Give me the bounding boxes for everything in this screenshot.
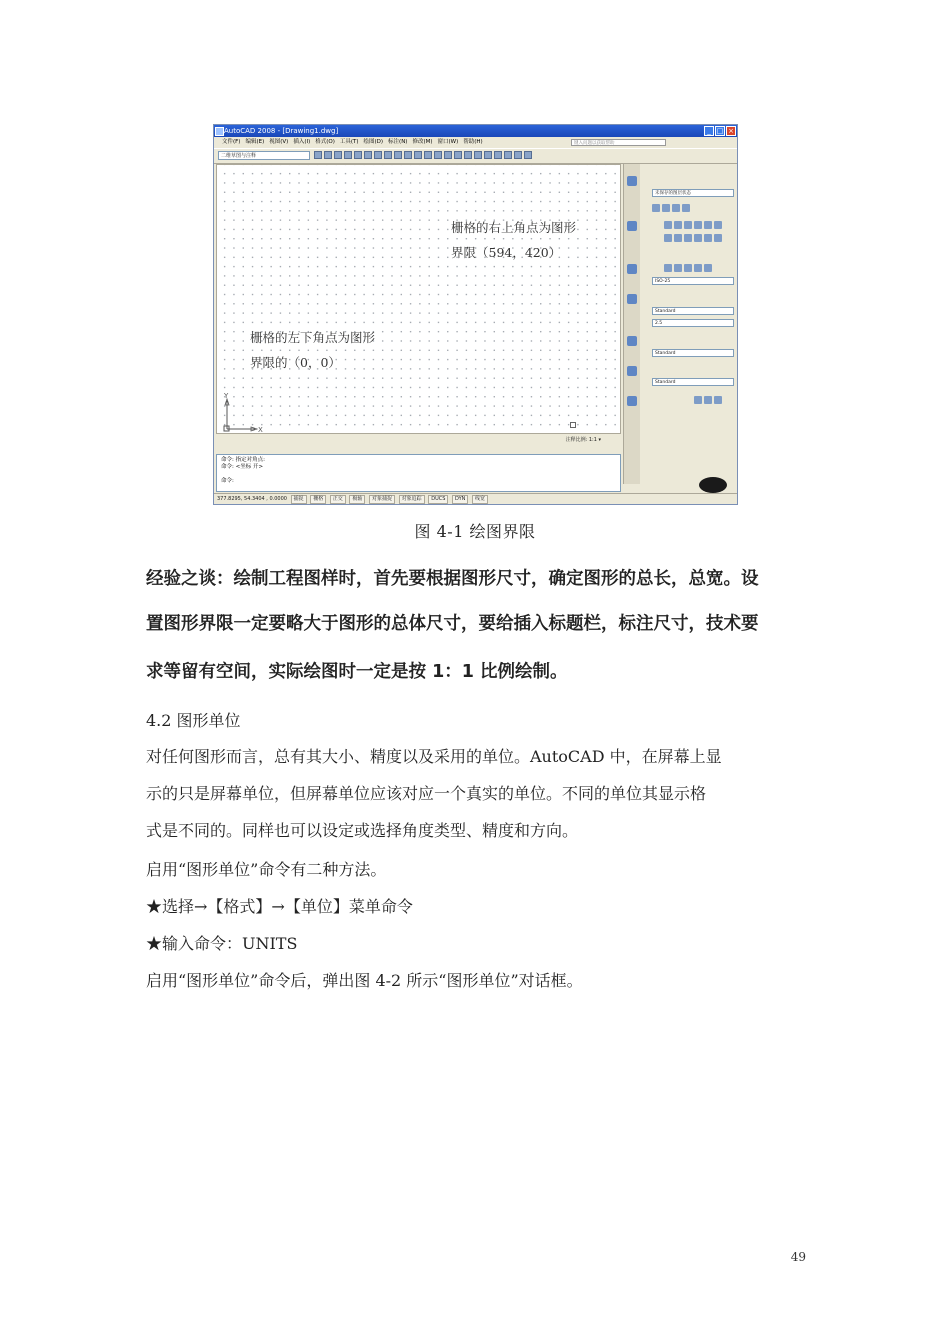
paste-icon[interactable] [394,151,402,159]
mirror-icon[interactable] [684,234,692,242]
quickcalc-icon[interactable] [524,151,532,159]
tool-palette-icon[interactable] [494,151,502,159]
otrack-button[interactable]: 对象追踪 [399,495,425,504]
menu-dimension[interactable]: 标注(N) [388,139,408,145]
line-icon[interactable] [664,221,672,229]
dashboard-palette [623,164,738,484]
drawing-area[interactable] [216,164,621,434]
minimize-icon[interactable]: _ [704,126,714,136]
body-line: ★选择→【格式】→【单位】菜单命令 [146,897,413,916]
command-prompt[interactable]: 命令: [221,478,234,484]
menu-bar [214,137,737,148]
annotation-line: 栅格的左下角点为图形 [250,330,376,345]
zoom-nav-icon[interactable] [704,396,712,404]
ducs-button[interactable]: DUCS [428,495,448,504]
markup-icon[interactable] [514,151,522,159]
dimension-tools [664,264,712,272]
menu-help[interactable]: 帮助(H) [463,139,483,145]
lower-left-annotation [250,325,375,375]
zoom-previous-icon[interactable] [464,151,472,159]
color-icon[interactable] [682,204,690,212]
pan-icon[interactable] [434,151,442,159]
tip-line: 置图形界限一定要略大于图形的总体尺寸，要给插入标题栏，标注尺寸，技术要 [146,614,759,634]
coordinate-readout: 377.8295, 54.3404 , 0.0000 [217,496,287,502]
zoom-icon[interactable] [444,151,452,159]
polar-button[interactable]: 极轴 [349,495,365,504]
circle-icon[interactable] [694,221,702,229]
workspace-select[interactable]: 二维草图与注释 [218,151,310,160]
ucs-y-label: Y [224,393,229,400]
page-number: 49 [790,1250,806,1264]
hatch-icon[interactable] [714,221,722,229]
layer-state-combo[interactable]: 未保存的图层状态 [652,189,734,197]
draw-tools [664,221,722,229]
sun-icon[interactable] [662,204,670,212]
body-line: 启用“图形单位”命令后，弹出图 4-2 所示“图形单位”对话框。 [146,971,583,990]
sheet-set-icon[interactable] [504,151,512,159]
help-search-input[interactable]: 键入问题以获取帮助 [571,139,666,146]
modify-tools [664,234,722,242]
text-panel-icon[interactable] [627,294,637,304]
command-window[interactable] [216,454,621,492]
ucs-x-label: X [258,426,263,433]
tip-line: 求等留有空间，实际绘图时一定是按 1：1 比例绘制。 [146,662,568,682]
status-bar [214,493,737,504]
arc-icon[interactable] [684,221,692,229]
publish-icon[interactable] [364,151,372,159]
autocad-screenshot [213,124,738,505]
maximize-icon[interactable]: □ [716,127,724,135]
lineweight-button[interactable]: 线宽 [472,495,488,504]
dyn-button[interactable]: DYN [452,495,468,504]
pan-nav-icon[interactable] [694,396,702,404]
polyline-icon[interactable] [674,221,682,229]
erase-icon[interactable] [664,234,672,242]
mleader-style-combo[interactable]: Standard [652,349,734,357]
menu-insert[interactable]: 插入(I) [293,139,311,145]
body-line: ★输入命令：UNITS [146,934,298,953]
menu-modify[interactable]: 修改(M) [412,139,433,145]
command-line: 命令: 指定对角点: [221,457,265,463]
match-icon[interactable] [404,151,412,159]
aligned-dim-icon[interactable] [674,264,682,272]
lock-icon[interactable] [672,204,680,212]
ucs-icon [223,393,263,433]
text-height-combo[interactable]: 2.5 [652,319,734,327]
properties-icon[interactable] [474,151,482,159]
menu-view[interactable]: 视图(V) [269,139,289,145]
osnap-button[interactable]: 对象捕捉 [369,495,395,504]
body-line: 对任何图形而言，总有其大小、精度以及采用的单位。AutoCAD 中，在屏幕上显 [146,747,722,766]
save-icon[interactable] [334,151,342,159]
window-title: AutoCAD 2008 - [Drawing1.dwg] [224,127,339,135]
menu-edit[interactable]: 编辑(E) [245,139,265,145]
open-icon[interactable] [324,151,332,159]
table-style-combo[interactable]: Standard [652,378,734,386]
figure-caption: 图 4-1 绘图界限 [414,522,536,541]
watermark-logo [699,477,727,493]
ortho-button[interactable]: 正交 [330,495,346,504]
new-icon[interactable] [314,151,322,159]
linear-dim-icon[interactable] [664,264,672,272]
menu-format[interactable]: 格式(O) [315,139,335,145]
body-line: 启用“图形单位”命令有二种方法。 [146,860,387,879]
cut-icon[interactable] [374,151,382,159]
body-line: 式是不同的。同样也可以设定或选择角度类型、精度和方向。 [146,821,579,840]
nav-tools [694,396,722,404]
annotation-scale-bar[interactable]: 注释比例: 1:1 ▾ [216,435,621,446]
move-icon[interactable] [714,234,722,242]
dimension-panel-icon[interactable] [627,264,637,274]
grid-button[interactable]: 栅格 [310,495,326,504]
dim-style-combo[interactable]: ISO-25 [652,277,734,285]
annotation-line: 栅格的右上角点为图形 [451,220,577,235]
preview-icon[interactable] [354,151,362,159]
radius-dim-icon[interactable] [684,264,692,272]
copy-obj-icon[interactable] [674,234,682,242]
section-title: 4.2 图形单位 [146,711,241,730]
zoom-window-icon[interactable] [454,151,462,159]
toolbar [214,148,737,164]
offset-icon[interactable] [694,234,702,242]
array-icon[interactable] [704,234,712,242]
annotation-line: 界限的（0，0） [250,355,341,370]
zoom-extents-icon[interactable] [714,396,722,404]
snap-button[interactable]: 捕捉 [291,495,307,504]
angular-dim-icon[interactable] [694,264,702,272]
multileader-panel-icon[interactable] [627,336,637,346]
leader-icon[interactable] [704,264,712,272]
navigation-panel-icon[interactable] [627,396,637,406]
body-line: 示的只是屏幕单位，但屏幕单位应该对应一个真实的单位。不同的单位其显示格 [146,784,707,803]
tip-line: 经验之谈：绘制工程图样时，首先要根据图形尺寸，确定图形的总长，总宽。设 [146,569,759,589]
menu-tools[interactable]: 工具(T) [339,139,359,145]
undo-icon[interactable] [414,151,422,159]
menu-file[interactable]: 文件(F) [222,139,241,145]
cursor-pickbox [570,422,576,428]
redo-icon[interactable] [424,151,432,159]
menu-draw[interactable]: 绘图(D) [363,139,384,145]
title-bar [214,125,737,137]
draw-panel-icon[interactable] [627,221,637,231]
copy-icon[interactable] [384,151,392,159]
annotation-line: 界限（594，420） [451,245,562,260]
layers-icon[interactable] [627,176,637,186]
text-style-combo[interactable]: Standard [652,307,734,315]
bulb-icon[interactable] [652,204,660,212]
command-line: 命令: <坐标 开> [221,464,264,470]
rectangle-icon[interactable] [704,221,712,229]
autocad-app-icon [215,127,224,136]
print-icon[interactable] [344,151,352,159]
close-icon[interactable]: × [726,126,736,136]
upper-right-annotation [451,215,576,265]
table-panel-icon[interactable] [627,366,637,376]
layer-tools [652,204,690,212]
palette-sidebar [624,164,640,484]
design-center-icon[interactable] [484,151,492,159]
menu-window[interactable]: 窗口(W) [437,139,459,145]
toolbar-icons [314,151,532,159]
